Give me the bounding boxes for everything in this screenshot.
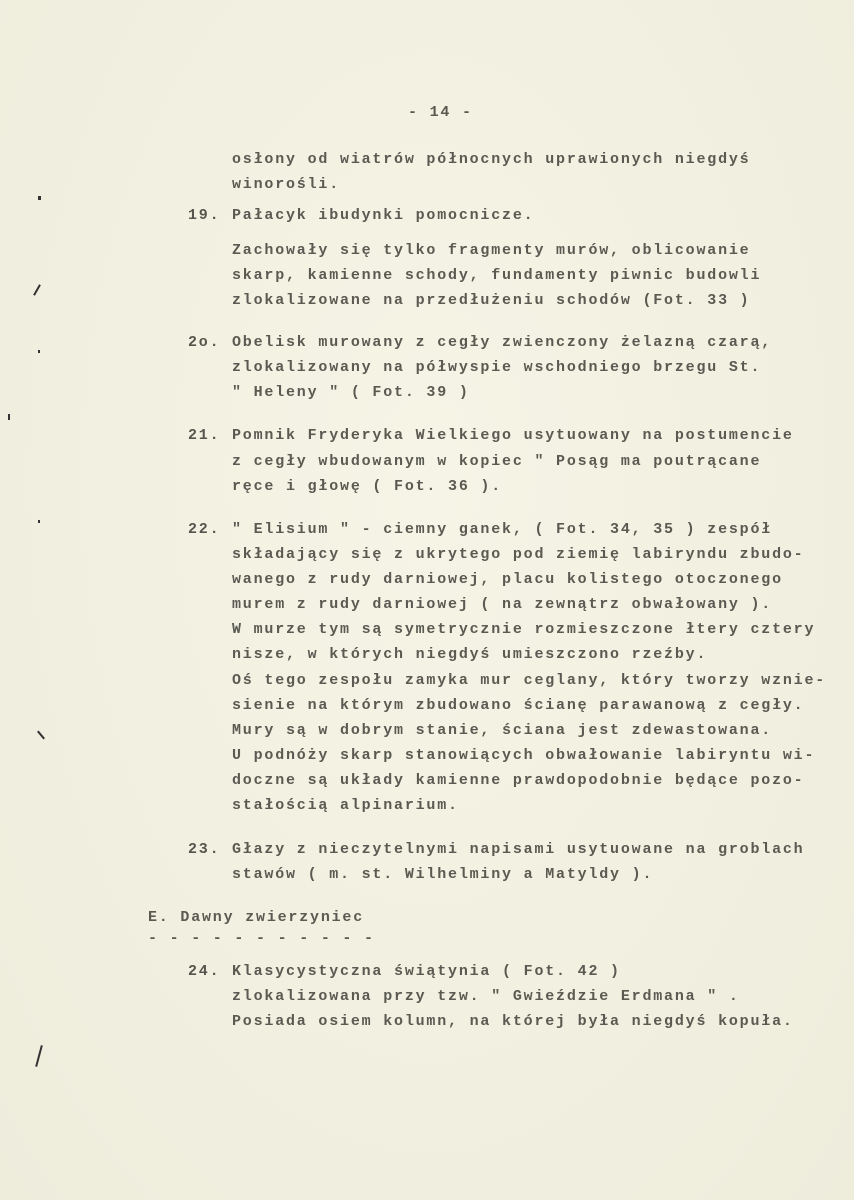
scan-speck	[35, 1045, 43, 1067]
item-title: Pałacyk ibudynki pomocnicze.	[232, 207, 535, 224]
text-line: doczne są układy kamienne prawdopodobnie będące pozo-	[232, 772, 805, 789]
text-line: nisze, w których niegdyś umieszczono rzeźby.	[232, 646, 708, 663]
text-line: Oś tego zespołu zamyka mur ceglany, który tworzy wznie-	[232, 672, 827, 689]
text-line: zlokalizowane na przedłużeniu schodów (Fot. 33 )	[232, 292, 751, 309]
text-line: Klasycystyczna świątynia ( Fot. 42 )	[232, 963, 621, 980]
scan-speck	[38, 196, 41, 200]
text-line: Posiada osiem kolumn, na której była niegdyś kopuła.	[232, 1013, 794, 1030]
text-line: Obelisk murowany z cegły zwienczony żelazną czarą,	[232, 334, 773, 351]
text-line: stałością alpinarium.	[232, 797, 459, 814]
text-line: zlokalizowana przy tzw. " Gwieździe Erdmana " .	[232, 988, 740, 1005]
section-heading: E. Dawny zwierzyniec	[148, 909, 365, 926]
section-underline: - - - - - - - - - - -	[148, 930, 375, 947]
item-number: 22.	[188, 521, 221, 538]
text-line: " Elisium " - ciemny ganek, ( Fot. 34, 35 ) zespół	[232, 521, 773, 538]
text-line: Zachowały się tylko fragmenty murów, oblicowanie	[232, 242, 751, 259]
text-line: ręce i głowę ( Fot. 36 ).	[232, 478, 503, 495]
text-line: wanego z rudy darniowej, placu kolistego otoczonego	[232, 571, 783, 588]
text-line: sienie na którym zbudowano ścianę parawanową z cegły.	[232, 697, 805, 714]
text-line: stawów ( m. st. Wilhelminy a Matyldy ).	[232, 866, 654, 883]
text-line: " Heleny " ( Fot. 39 )	[232, 384, 470, 401]
text-line: osłony od wiatrów północnych uprawionych niegdyś	[232, 151, 751, 168]
text-line: winorośli.	[232, 176, 341, 193]
page-number: - 14 -	[408, 104, 473, 121]
text-line: składający się z ukrytego pod ziemię labiryndu zbudo-	[232, 546, 805, 563]
text-line: z cegły wbudowanym w kopiec " Posąg ma poutrącane	[232, 453, 762, 470]
scan-speck	[33, 284, 41, 295]
scan-speck	[37, 731, 45, 740]
text-line: U podnóży skarp stanowiących obwałowanie labiryntu wi-	[232, 747, 816, 764]
item-number: 23.	[188, 841, 221, 858]
text-line: Głazy z nieczytelnymi napisami usytuowane na groblach	[232, 841, 805, 858]
text-line: murem z rudy darniowej ( na zewnątrz obwałowany ).	[232, 596, 773, 613]
item-number: 2o.	[188, 334, 221, 351]
scan-speck	[38, 350, 40, 353]
text-line: zlokalizowany na półwyspie wschodniego brzegu St.	[232, 359, 762, 376]
scan-speck	[8, 414, 10, 420]
scan-speck	[38, 520, 40, 523]
item-number: 24.	[188, 963, 221, 980]
text-line: skarp, kamienne schody, fundamenty piwnic budowli	[232, 267, 762, 284]
text-line: Mury są w dobrym stanie, ściana jest zdewastowana.	[232, 722, 773, 739]
item-number: 19.	[188, 207, 221, 224]
item-number: 21.	[188, 427, 221, 444]
text-line: Pomnik Fryderyka Wielkiego usytuowany na postumencie	[232, 427, 794, 444]
text-line: W murze tym są symetrycznie rozmieszczone łtery cztery	[232, 621, 816, 638]
